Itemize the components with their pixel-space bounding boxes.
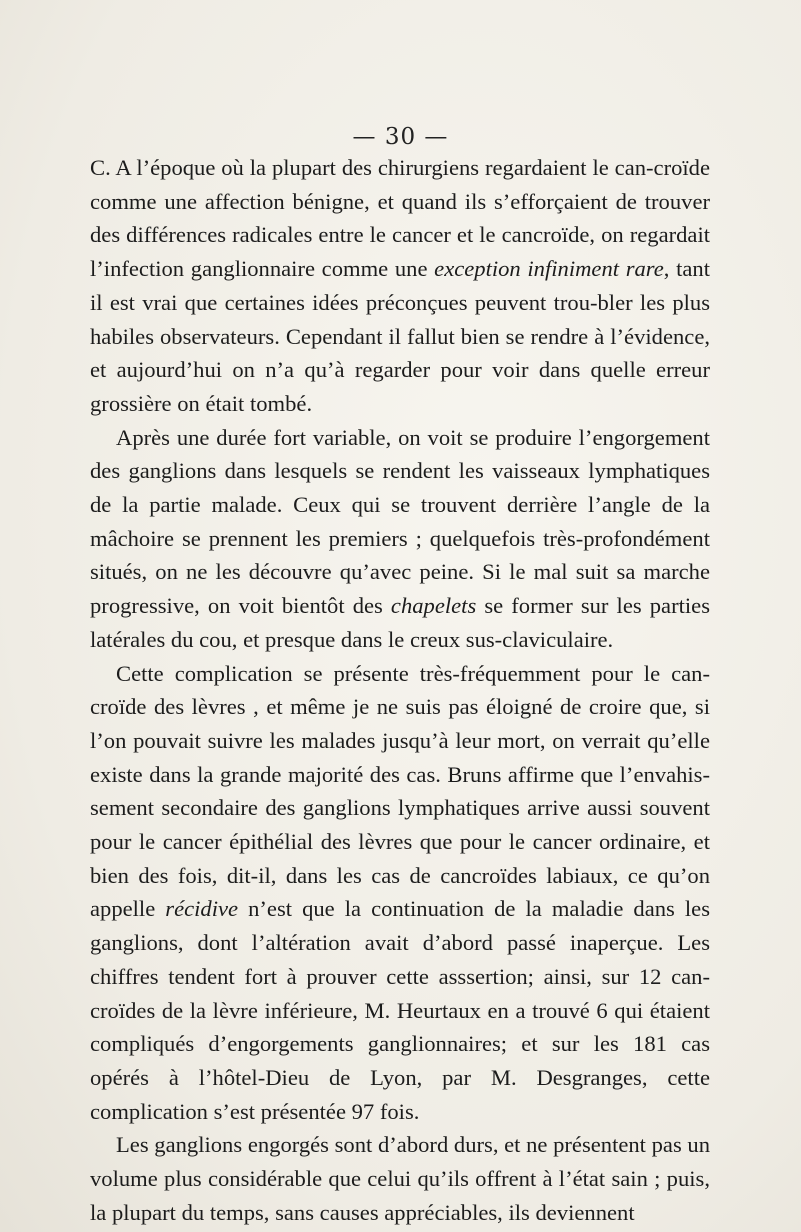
paragraph [90,1128,710,1229]
italic-text-segment: exception infiniment rare [434,256,664,282]
italic-text-segment: récidive [165,896,239,922]
paragraph [90,151,710,421]
text-segment: n’est que la continuation de la maladie dans les ganglions, dont l’altération avait d’abord passé inaperçue. Les chiffres tendent fort à prouver cette asssertion; ainsi, sur 12 can-croïdes de la lèvre inférieure, M. Heurtaux en a trouvé 6 qui étaient compliqués d’engorgements ganglionnaires; et sur les 181 cas opérés à l’hôtel-Dieu de Lyon, par M. Desgranges, cette complication s’est présentée 97 fois. [90,896,710,1124]
text-segment: C. A l’époque où la plupart des chirurgiens regardaient le can-croïde comme une affection bénigne, et quand ils s’efforçaient de trouver des différences radicales entre le cancer et le cancroïde, on regardait l’infection ganglionnaire comme une [90,155,710,282]
paragraph [90,421,710,657]
page-number: — 30 — [352,124,449,150]
text-segment: Les ganglions engorgés sont d’abord durs, et ne présentent pas un volume plus considérable que celui qu’ils offrent à l’état sain ; puis, la plupart du temps, sans causes appréciables, ils deviennent [90,1132,710,1225]
body-text [90,151,710,1230]
italic-text-segment: chapelets [390,593,477,619]
text-segment: Cette complication se présente très-fréquemment pour le can-croïde des lèvres , et même je ne suis pas éloigné de croire que, si l’on pouvait suivre les malades jusqu’à leur mort, on verrait qu’elle existe dans la grande majorité des cas. Bruns affirme que l’envahis-sement secondaire des ganglions lymphatiques arrive aussi souvent pour le cancer épithélial des lèvres que pour le cancer ordinaire, et bien des fois, dit-il, dans les cas de cancroïdes labiaux, ce qu’on appelle [90,660,710,922]
text-segment: Après une durée fort variable, on voit se produire l’engorgement des ganglions dans lesquels se rendent les vaisseaux lymphatiques de la partie malade. Ceux qui se trouvent derrière l’angle de la mâchoire se prennent les premiers ; quelquefois très-profondément situés, on ne les découvre qu’avec peine. Si le mal suit sa marche progressive, on voit bientôt des [90,424,710,619]
text-segment: , tant il est vrai que certaines idées préconçues peuvent trou-bler les plus habiles observateurs. Cependant il fallut bien se rendre à l’évidence, et aujourd’hui on n’a qu’à regarder pour voir dans quelle erreur grossière on était tombé. [90,256,710,416]
paragraph [90,657,710,1129]
text-segment: se former sur les parties latérales du cou, et presque dans le creux sus-claviculaire. [90,593,710,652]
